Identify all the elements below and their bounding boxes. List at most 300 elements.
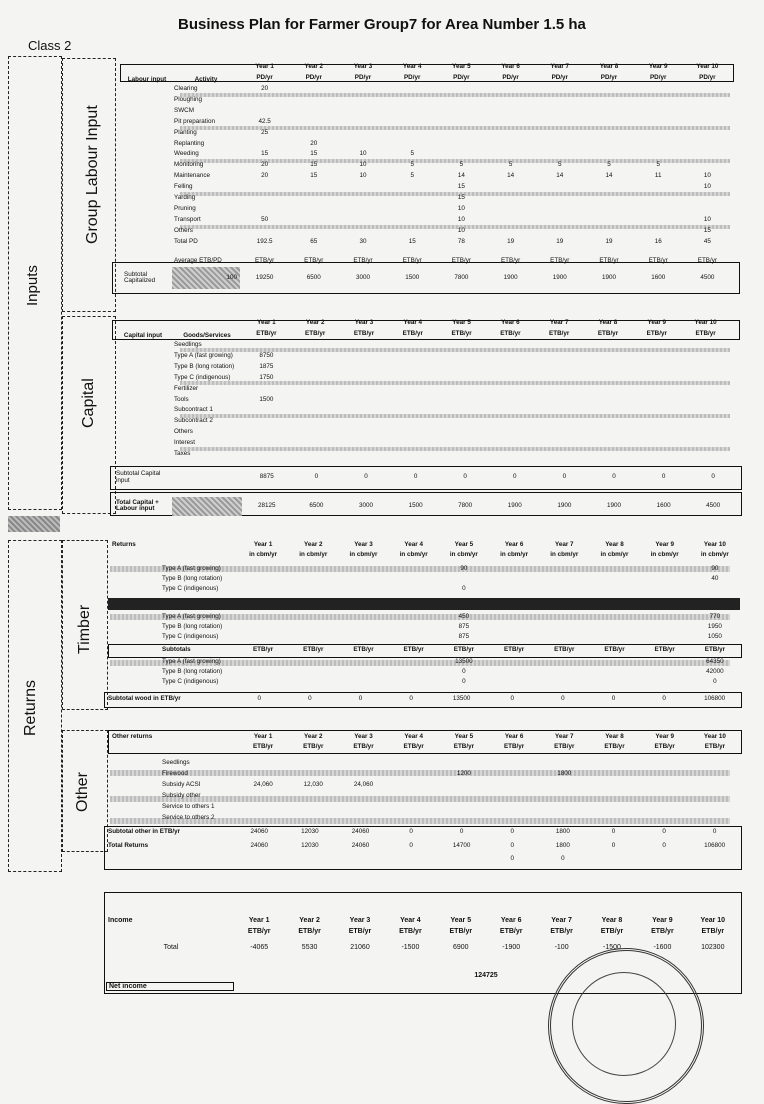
- year-header: Year 4: [404, 732, 423, 740]
- value-cell: [388, 372, 437, 383]
- unit-header: in cbm/yr: [299, 550, 328, 558]
- value-cell: [289, 204, 338, 215]
- value-cell: [288, 584, 338, 594]
- unit-header: PD/yr: [256, 74, 273, 82]
- subtotal-cell: 0: [611, 694, 616, 702]
- class-label: Class 2: [28, 38, 72, 53]
- subtotal-cell: 0: [662, 828, 666, 836]
- year-header: Year 10: [700, 917, 726, 924]
- unit-header: in cbm/yr: [650, 550, 679, 558]
- value-cell: 10: [359, 172, 367, 180]
- year-header: Year 9: [655, 732, 674, 740]
- year-header: Year 2: [304, 540, 323, 548]
- value-cell: [681, 362, 730, 373]
- value-cell: 65: [310, 237, 318, 245]
- value-cell: 42000: [706, 667, 724, 675]
- year-header: Year 7: [551, 917, 572, 924]
- value-cell: [289, 95, 338, 106]
- income-total-cell: -1500: [603, 943, 621, 951]
- extra-cell: [285, 855, 336, 864]
- value-cell: [238, 667, 288, 677]
- extra-cell: [639, 855, 690, 864]
- value-cell: [437, 427, 486, 438]
- unit-header: ETB/yr: [697, 257, 718, 265]
- row-label: Type A (fast growing): [162, 657, 221, 665]
- subtotal-cell: 0: [662, 694, 666, 702]
- value-cell: [389, 574, 439, 584]
- value-cell: [535, 138, 584, 149]
- value-cell: [289, 214, 338, 225]
- average-etb-value: 100: [172, 267, 240, 289]
- value-cell: [535, 438, 584, 449]
- subtotal-cell: 1900: [552, 273, 567, 281]
- value-cell: [535, 351, 584, 362]
- subtotal-cell: 0: [308, 694, 312, 702]
- value-cell: [389, 622, 439, 632]
- value-cell: [338, 106, 387, 117]
- unit-header: ETB/yr: [304, 257, 324, 265]
- value-cell: [681, 372, 730, 383]
- year-header: Year 3: [353, 63, 373, 71]
- value-cell: 19: [605, 237, 613, 245]
- unit-header: ETB/yr: [399, 927, 422, 935]
- value-cell: [535, 427, 584, 438]
- year-header: Year 10: [703, 732, 726, 740]
- value-cell: [388, 340, 437, 351]
- row-label: Maintenance: [174, 172, 211, 180]
- value-cell: [486, 149, 535, 160]
- value-cell: [683, 149, 732, 160]
- value-cell: [288, 791, 338, 802]
- value-cell: [634, 138, 683, 149]
- inputs-label: Inputs: [24, 265, 41, 306]
- unit-header: ETB/yr: [402, 257, 422, 265]
- value-cell: [437, 449, 486, 460]
- total-cell: 7800: [458, 501, 473, 509]
- value-cell: 5: [410, 150, 414, 158]
- row-label: SWCM: [174, 106, 194, 114]
- unit-header: PD/yr: [354, 74, 372, 82]
- value-cell: [388, 84, 437, 95]
- value-cell: [389, 813, 439, 824]
- value-cell: 1050: [707, 632, 722, 640]
- value-cell: [338, 95, 387, 106]
- year-header: Year 8: [605, 540, 624, 548]
- value-cell: [584, 449, 633, 460]
- value-cell: [240, 204, 289, 215]
- year-header: Year 1: [248, 917, 270, 924]
- value-cell: 15: [703, 226, 711, 234]
- value-cell: [584, 383, 633, 394]
- value-cell: [242, 427, 291, 438]
- value-cell: [584, 405, 633, 416]
- year-header: Year 2: [299, 917, 320, 924]
- subtotal-cell: 7800: [454, 273, 469, 281]
- value-cell: [338, 138, 387, 149]
- value-cell: [289, 127, 338, 138]
- value-cell: [539, 574, 589, 584]
- year-header: Year 2: [304, 63, 324, 71]
- value-cell: 5: [558, 161, 562, 169]
- value-cell: [238, 802, 288, 813]
- value-cell: [439, 574, 489, 584]
- row-label: Taxes: [174, 449, 191, 457]
- value-cell: 875: [458, 622, 470, 630]
- total-label: Total Returns: [108, 841, 149, 849]
- value-cell: [340, 416, 389, 427]
- row-label: Total PD: [174, 237, 198, 245]
- value-cell: [634, 193, 683, 204]
- value-cell: [535, 95, 584, 106]
- value-cell: 24,060: [253, 781, 273, 789]
- total-cell: 1600: [656, 501, 671, 509]
- capital-table: [114, 318, 730, 460]
- unit-header: ETB/yr: [604, 645, 625, 653]
- value-cell: 15: [457, 193, 465, 201]
- value-cell: [681, 438, 730, 449]
- value-cell: [535, 449, 584, 460]
- unit-header: ETB/yr: [402, 330, 423, 338]
- total-cell: 106800: [704, 841, 726, 849]
- row-label: Type C (indigenous): [162, 677, 219, 685]
- value-cell: 1950: [707, 622, 722, 630]
- page-title: Business Plan for Farmer Group7 for Area Number 1.5 ha: [178, 16, 586, 33]
- header-cell: Labour input: [127, 76, 167, 84]
- value-cell: [535, 383, 584, 394]
- value-cell: [640, 758, 690, 769]
- unit-header: ETB/yr: [453, 645, 475, 653]
- value-cell: [535, 182, 584, 193]
- labour-footer: [122, 256, 732, 289]
- value-cell: [640, 622, 690, 632]
- value-cell: [486, 372, 535, 383]
- income-total-cell: 5530: [301, 943, 318, 951]
- value-cell: [340, 340, 389, 351]
- timber-dark-separator: [108, 598, 740, 610]
- unit-header: ETB/yr: [550, 257, 570, 265]
- unit-header: ETB/yr: [503, 645, 525, 653]
- value-cell: 5: [410, 161, 414, 169]
- unit-header: ETB/yr: [353, 645, 374, 653]
- row-label: Service to others 2: [162, 814, 215, 822]
- subtotal-cell: 1900: [503, 273, 518, 281]
- value-cell: 10: [703, 215, 711, 223]
- value-cell: [632, 438, 681, 449]
- value-cell: [634, 204, 683, 215]
- total-cell: 0: [662, 841, 666, 849]
- value-cell: [489, 758, 539, 769]
- subtotal-cell: 0: [510, 694, 515, 702]
- year-header: Year 5: [454, 732, 474, 740]
- value-cell: [640, 564, 690, 574]
- total-cell: 12030: [301, 841, 319, 849]
- value-cell: 0: [462, 677, 466, 685]
- value-cell: 5: [607, 161, 611, 169]
- value-cell: [439, 780, 489, 791]
- value-cell: 90: [711, 564, 719, 572]
- seal-stamp-inner: [572, 972, 676, 1076]
- value-cell: [640, 667, 690, 677]
- value-cell: [539, 632, 589, 642]
- net-income-label: Net income: [106, 982, 234, 991]
- value-cell: 10: [457, 226, 465, 234]
- value-cell: [489, 780, 539, 791]
- row-label: Replanting: [174, 139, 205, 147]
- total-cell: 24060: [351, 841, 370, 849]
- value-cell: [437, 383, 486, 394]
- unit-header: ETB/yr: [701, 927, 725, 935]
- value-cell: [288, 622, 338, 632]
- value-cell: [291, 351, 340, 362]
- value-cell: [589, 612, 639, 622]
- value-cell: [489, 584, 539, 594]
- value-cell: [690, 813, 740, 824]
- subtotal-label: Subtotal other in ETB/yr: [108, 828, 181, 836]
- value-cell: [634, 225, 683, 236]
- unit-header: ETB/yr: [648, 257, 668, 265]
- value-cell: [535, 193, 584, 204]
- row-label: Firewood: [162, 770, 188, 778]
- value-cell: 15: [310, 172, 318, 180]
- value-cell: [486, 106, 535, 117]
- header-cell: Activity: [194, 76, 218, 84]
- year-header: Year 2: [304, 732, 323, 740]
- subtotal-cell: 0: [510, 828, 515, 836]
- value-cell: [640, 612, 690, 622]
- row-label: Seedlings: [174, 341, 202, 349]
- value-cell: 1875: [259, 362, 274, 370]
- subtotal-cell: 0: [562, 473, 567, 481]
- row-label: Type B (long rotation): [162, 667, 223, 675]
- value-cell: [539, 813, 589, 824]
- value-cell: [388, 204, 437, 215]
- value-cell: [634, 95, 683, 106]
- value-cell: [288, 802, 338, 813]
- value-cell: [388, 394, 437, 405]
- value-cell: [634, 127, 683, 138]
- value-cell: [539, 657, 589, 667]
- value-cell: [584, 84, 633, 95]
- unit-header: ETB/yr: [303, 742, 324, 750]
- year-header: Year 2: [305, 319, 325, 327]
- unit-header: ETB/yr: [305, 330, 326, 338]
- value-cell: 5: [656, 161, 660, 169]
- value-cell: [437, 116, 486, 127]
- value-cell: 15: [408, 237, 416, 245]
- value-cell: [584, 340, 633, 351]
- unit-header: in cbm/yr: [700, 550, 729, 558]
- value-cell: [437, 351, 486, 362]
- value-cell: 0: [462, 667, 466, 675]
- value-cell: [389, 677, 439, 687]
- value-cell: [640, 769, 690, 780]
- value-cell: [338, 769, 388, 780]
- value-cell: 50: [261, 215, 269, 223]
- value-cell: [388, 106, 437, 117]
- value-cell: [690, 780, 740, 791]
- unit-header: PD/yr: [305, 74, 323, 82]
- value-cell: [289, 193, 338, 204]
- income-total-cell: -1900: [502, 943, 521, 951]
- value-cell: 5: [410, 172, 414, 180]
- value-cell: [338, 813, 388, 824]
- unit-header: ETB/yr: [252, 645, 274, 653]
- subtotal-label: Subtotal Capitalized: [124, 270, 156, 284]
- year-header: Year 4: [402, 63, 422, 71]
- subtotal-cell: 0: [409, 694, 413, 702]
- year-header: Year 5: [452, 319, 471, 327]
- value-cell: [632, 427, 681, 438]
- value-cell: [242, 383, 291, 394]
- value-cell: [535, 362, 584, 373]
- value-cell: [238, 564, 288, 574]
- row-label: Type B (long rotation): [174, 362, 235, 370]
- extra-cell: 0: [510, 855, 515, 863]
- subtotal-cell: 24060: [351, 828, 370, 836]
- value-cell: [486, 127, 535, 138]
- timber-header: [110, 540, 740, 560]
- value-cell: [489, 791, 539, 802]
- unit-header: ETB/yr: [646, 330, 667, 338]
- value-cell: [584, 106, 633, 117]
- value-cell: [338, 225, 387, 236]
- value-cell: [632, 416, 681, 427]
- unit-header: ETB/yr: [654, 645, 675, 653]
- value-cell: [681, 340, 730, 351]
- value-cell: [240, 225, 289, 236]
- year-header: Year 5: [450, 917, 472, 924]
- value-cell: 12,030: [303, 781, 323, 789]
- value-cell: [437, 149, 486, 160]
- value-cell: [388, 427, 437, 438]
- value-cell: [535, 372, 584, 383]
- value-cell: [486, 427, 535, 438]
- value-cell: [489, 657, 539, 667]
- value-cell: [437, 362, 486, 373]
- value-cell: [640, 632, 690, 642]
- value-cell: [388, 351, 437, 362]
- value-cell: [535, 149, 584, 160]
- subtotals-label: Subtotals: [162, 645, 191, 653]
- value-cell: [389, 612, 439, 622]
- value-cell: [486, 405, 535, 416]
- year-header: Year 4: [403, 319, 423, 327]
- row-label: Service to others 1: [162, 803, 215, 811]
- row-label: Others: [174, 226, 193, 234]
- row-label: Transport: [174, 215, 201, 223]
- value-cell: [340, 372, 389, 383]
- row-label: Ploughing: [174, 95, 203, 103]
- value-cell: [437, 372, 486, 383]
- value-cell: [486, 214, 535, 225]
- unit-header: ETB/yr: [247, 927, 271, 935]
- value-cell: [632, 351, 681, 362]
- unit-header: PD/yr: [699, 74, 716, 82]
- value-cell: 16: [654, 237, 662, 245]
- value-cell: 45: [703, 237, 711, 245]
- value-cell: [288, 769, 338, 780]
- unit-header: ETB/yr: [254, 257, 275, 265]
- total-cell: 6500: [309, 501, 324, 509]
- value-cell: [539, 584, 589, 594]
- value-cell: [535, 225, 584, 236]
- value-cell: [388, 182, 437, 193]
- value-cell: [634, 84, 683, 95]
- value-cell: 15: [310, 161, 318, 169]
- value-cell: [437, 95, 486, 106]
- value-cell: 192.5: [256, 237, 273, 245]
- value-cell: [486, 394, 535, 405]
- value-cell: [535, 416, 584, 427]
- value-cell: 1800: [557, 770, 572, 778]
- subtotal-cell: 0: [513, 473, 517, 481]
- value-cell: [291, 427, 340, 438]
- value-cell: [535, 84, 584, 95]
- value-cell: [437, 84, 486, 95]
- net-income-value: 124725: [474, 971, 498, 979]
- unit-header: PD/yr: [502, 74, 519, 82]
- row-label: Tools: [174, 395, 189, 403]
- value-cell: [683, 138, 732, 149]
- row-label: Others: [174, 428, 193, 436]
- value-cell: 10: [457, 215, 465, 223]
- value-cell: [437, 138, 486, 149]
- value-cell: [584, 116, 633, 127]
- row-label: Felling: [174, 183, 193, 191]
- value-cell: [238, 584, 288, 594]
- group-labour-input-label: Group Labour Input: [84, 105, 101, 244]
- value-cell: [439, 813, 489, 824]
- value-cell: [589, 622, 639, 632]
- value-cell: [681, 351, 730, 362]
- value-cell: [589, 780, 639, 791]
- value-cell: [240, 193, 289, 204]
- year-header: Year 5: [454, 540, 474, 548]
- value-cell: [291, 340, 340, 351]
- unit-header: ETB/yr: [503, 742, 525, 750]
- year-header: Year 4: [400, 917, 421, 924]
- value-cell: [389, 564, 439, 574]
- value-cell: [389, 657, 439, 667]
- unit-header: PD/yr: [403, 74, 421, 82]
- unit-header: ETB/yr: [554, 742, 575, 750]
- value-cell: [584, 182, 633, 193]
- value-cell: [584, 149, 633, 160]
- value-cell: 40: [711, 574, 719, 582]
- subtotal-label: Subtotal Capital input: [116, 470, 161, 484]
- unit-header: ETB/yr: [303, 645, 324, 653]
- value-cell: 14: [457, 172, 465, 180]
- value-cell: [388, 214, 437, 225]
- value-cell: 8750: [259, 351, 274, 359]
- value-cell: [584, 204, 633, 215]
- value-cell: [340, 427, 389, 438]
- value-cell: [338, 204, 387, 215]
- row-label: Fertilizer: [174, 384, 199, 392]
- value-cell: 20: [261, 85, 269, 93]
- value-cell: [584, 427, 633, 438]
- extra-cell: [436, 855, 487, 864]
- row-label: Weeding: [174, 150, 199, 158]
- value-cell: [388, 383, 437, 394]
- year-header: Year 6: [501, 63, 520, 71]
- value-cell: [486, 449, 535, 460]
- value-cell: [535, 340, 584, 351]
- value-cell: [340, 362, 389, 373]
- value-cell: 875: [458, 632, 470, 640]
- unit-header: PD/yr: [453, 74, 470, 82]
- value-cell: [389, 667, 439, 677]
